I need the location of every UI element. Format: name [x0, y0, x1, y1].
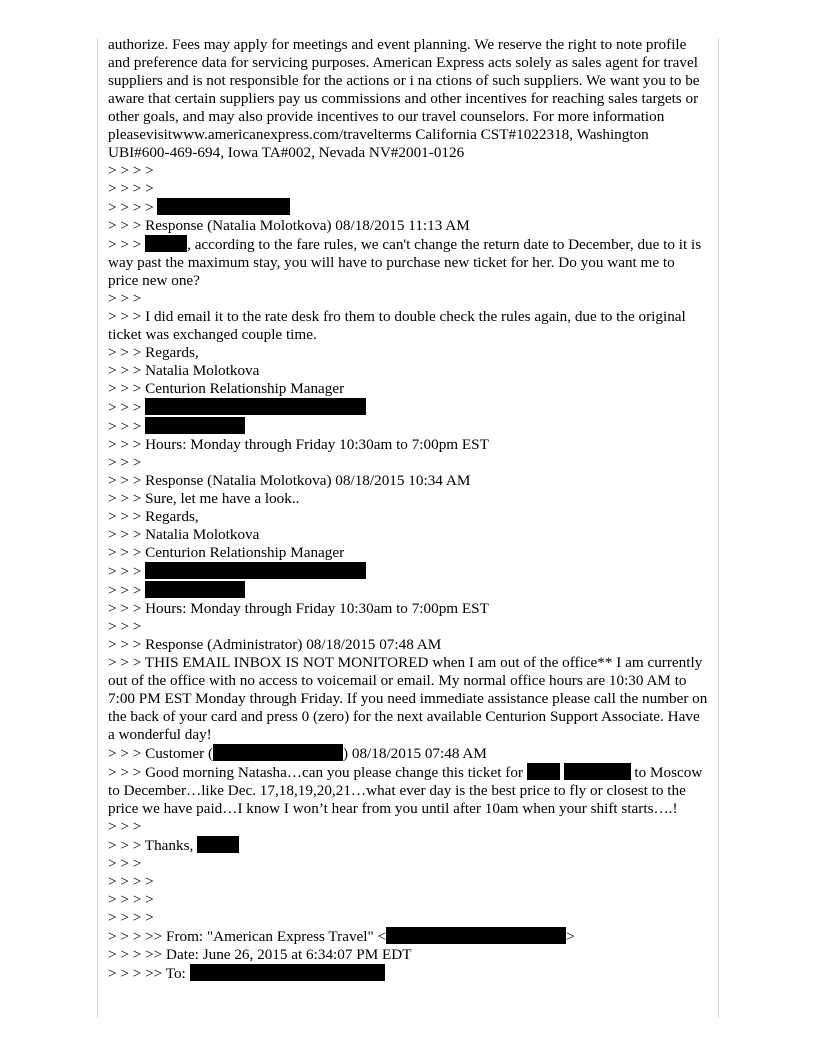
- redaction-bar: [145, 398, 366, 415]
- response-header: > > > Response (Natalia Molotkova) 08/18/2015 10:34 AM: [108, 472, 471, 489]
- quote-marker: > > >: [108, 855, 142, 872]
- response-header: > > > Response (Natalia Molotkova) 08/18/2015 11:13 AM: [108, 217, 470, 234]
- quote-marker: > > >: [108, 618, 142, 635]
- quote-marker: > > > >: [108, 873, 154, 890]
- redaction-bar: [527, 763, 560, 780]
- signature-name: > > > Natalia Molotkova: [108, 526, 260, 543]
- signature-title: > > > Centurion Relationship Manager: [108, 544, 345, 561]
- original-from: > > > >> From: "American Express Travel" < >: [108, 928, 575, 945]
- redaction-bar: [145, 562, 366, 579]
- signature-regards: > > > Regards,: [108, 508, 199, 525]
- redaction-bar: [145, 581, 245, 598]
- customer-header: > > > Customer ( ) 08/18/2015 07:48 AM: [108, 745, 487, 762]
- customer-thanks: > > > Thanks,: [108, 836, 708, 855]
- redaction-bar: [145, 417, 245, 434]
- signature-title: > > > Centurion Relationship Manager: [108, 380, 345, 397]
- original-date: > > > >> Date: June 26, 2015 at 6:34:07 PM EDT: [108, 946, 412, 963]
- signature-regards: > > > Regards,: [108, 344, 199, 361]
- redacted-line: > > >: [108, 562, 708, 581]
- redaction-bar: [564, 763, 631, 780]
- redaction-bar: [213, 744, 343, 761]
- redacted-line: [108, 198, 708, 217]
- response-body: > > > Sure, let me have a look..: [108, 490, 300, 507]
- quote-marker: > > >: [108, 454, 142, 471]
- redacted-line: > > >: [108, 417, 708, 436]
- quote-marker: > > >: [108, 818, 142, 835]
- redaction-bar: [190, 964, 385, 981]
- response-body: > > > THIS EMAIL INBOX IS NOT MONITORED when I am out of the office** I am currently out of the office with no access to voicemail or email. My normal office hours are 10:30 AM to 7:00 PM EST Monday through Friday. If you need immediate assistance please call the number on the back of your card and press 0 (zero) for the next available Centurion Support Associate. Have a wonderful day!: [108, 654, 708, 743]
- redaction-bar: [197, 836, 239, 853]
- redaction-bar: [386, 927, 566, 944]
- response-header: > > > Response (Administrator) 08/18/2015 07:48 AM: [108, 636, 442, 653]
- quote-marker: > > > >: [108, 199, 154, 216]
- quote-marker: > > >: [108, 290, 142, 307]
- redacted-line: > > >: [108, 398, 708, 417]
- redaction-bar: [145, 235, 187, 252]
- signature-hours: > > > Hours: Monday through Friday 10:30am to 7:00pm EST: [108, 600, 489, 617]
- quote-marker: > > > >: [108, 891, 154, 908]
- redacted-line: > > >: [108, 581, 708, 600]
- signature-hours: > > > Hours: Monday through Friday 10:30am to 7:00pm EST: [108, 436, 489, 453]
- signature-name: > > > Natalia Molotkova: [108, 362, 260, 379]
- email-thread: [108, 36, 708, 983]
- response-body: > > > , according to the fare rules, we can't change the return date to December, due to it is way past the maximum stay, you will have to purchase new ticket for her. Do you want me to price new one?: [108, 236, 702, 289]
- response-body: > > > I did email it to the rate desk fro them to double check the rules again, due to the original ticket was exchanged couple time.: [108, 308, 686, 343]
- redaction-bar: [157, 198, 290, 215]
- quote-marker: > > > >: [108, 909, 154, 926]
- quote-marker: > > > >: [108, 180, 154, 197]
- quote-marker: > > > >: [108, 162, 154, 179]
- customer-message: > > > Good morning Natasha…can you please change this ticket for to Moscow to December…like Dec. 17,18,19,20,21…what ever day is the best price to fly or closest to the price we have paid…I know I won’t hear from you until after 10am when your shift starts….!: [108, 764, 703, 817]
- original-to: > > > >> To:: [108, 964, 708, 983]
- disclaimer-text: authorize. Fees may apply for meetings and event planning. We reserve the right to note profile and preference data for servicing purposes. American Express acts solely as sales agent for travel suppliers and is not responsible for the actions or i na ctions of such suppliers. We want you to be aware that certain suppliers pay us commissions and other incentives for reaching sales targets or other goals, and may also provide incentives to our travel counselors. For more information pleasevisitwww.americanexpress.com/travelterms California CST#1022318, Washington UBI#600-469-694, Iowa TA#002, Nevada NV#2001-0126: [108, 36, 700, 161]
